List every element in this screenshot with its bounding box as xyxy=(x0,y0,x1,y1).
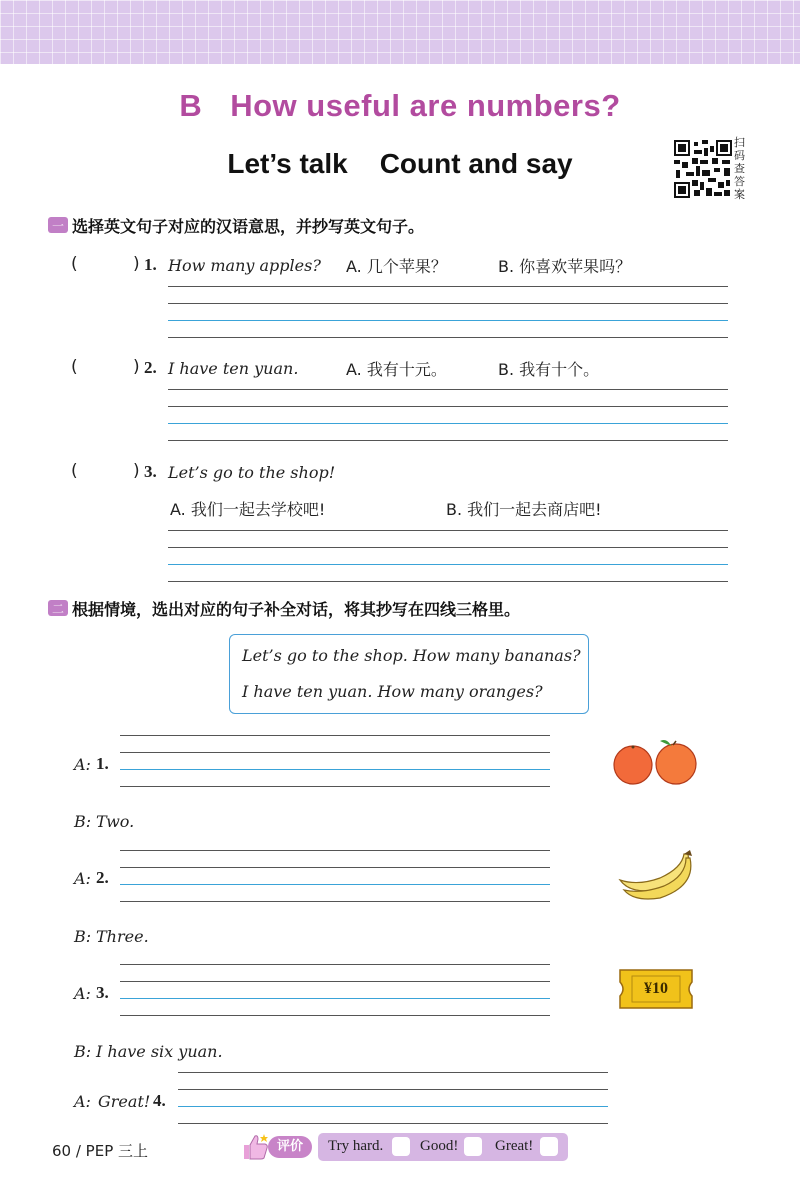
writing-lines-q2[interactable] xyxy=(168,389,728,441)
evaluation-label: 评价 xyxy=(268,1136,312,1158)
writing-lines-dialog-1[interactable] xyxy=(120,735,550,787)
dialog-great: Great! xyxy=(98,1092,151,1111)
page-number: 60 / PEP 三上 xyxy=(52,1142,149,1160)
title-text: How useful are numbers? xyxy=(230,88,621,123)
evaluation-tag xyxy=(240,1133,314,1161)
thumbs-up-icon xyxy=(240,1133,270,1161)
rating-great-checkbox[interactable] xyxy=(540,1137,558,1156)
q2-option-b[interactable]: B. 我有十个。 xyxy=(498,360,600,379)
oranges-image xyxy=(610,738,698,786)
writing-lines-q3[interactable] xyxy=(168,530,728,582)
q3-option-b[interactable]: B. 我们一起去商店吧! xyxy=(446,500,602,519)
dialog-number-1: 1. xyxy=(96,754,109,773)
q1-option-a[interactable]: A. 几个苹果？ xyxy=(346,257,447,276)
q3-sentence: Let’s go to the shop! xyxy=(168,463,336,482)
qr-label-char: 案 xyxy=(734,188,745,201)
qr-label-char: 码 xyxy=(734,149,745,162)
rating-try-hard-checkbox[interactable] xyxy=(392,1137,410,1156)
money-note-image xyxy=(618,968,694,1010)
answer-paren-open: ( xyxy=(71,461,78,481)
bananas-image xyxy=(616,850,698,902)
q1-number: 1. xyxy=(144,255,157,274)
dialog-answer-two: Two. xyxy=(96,812,135,831)
sentence-choice-box xyxy=(229,634,589,714)
dialog-speaker-a: A: xyxy=(74,984,91,1003)
q3-option-a[interactable]: A. 我们一起去学校吧! xyxy=(170,500,326,519)
dialog-number-2: 2. xyxy=(96,868,109,887)
dialog-answer-three: Three. xyxy=(96,927,149,946)
dialog-number-3: 3. xyxy=(96,983,109,1002)
section1-badge: 一 xyxy=(48,217,68,233)
q3-number: 3. xyxy=(144,462,157,481)
self-rating-bar xyxy=(318,1133,568,1161)
dialog-answer-six-yuan: I have six yuan. xyxy=(96,1042,223,1061)
writing-lines-dialog-2[interactable] xyxy=(120,850,550,902)
answer-blank-1[interactable]: ) xyxy=(133,254,140,274)
rating-try-hard-label: Try hard. xyxy=(328,1138,384,1154)
answer-blank-3[interactable]: ) xyxy=(133,461,140,481)
q2-option-a[interactable]: A. 我有十元。 xyxy=(346,360,447,379)
answer-paren-open: ( xyxy=(71,357,78,377)
dialog-speaker-a: A: xyxy=(74,869,91,888)
rating-good-checkbox[interactable] xyxy=(464,1137,482,1156)
q2-sentence: I have ten yuan. xyxy=(168,359,299,378)
q1-sentence: How many apples? xyxy=(168,256,321,275)
page-title xyxy=(0,88,800,124)
qr-label-char: 扫 xyxy=(734,136,745,149)
subtitle-lets-talk: Let’s talk xyxy=(227,148,348,179)
dialog-speaker-b: B: xyxy=(74,1042,92,1061)
rating-great-label: Great! xyxy=(495,1138,534,1154)
section1-instruction: 选择英文句子对应的汉语意思，并抄写英文句子。 xyxy=(72,217,425,236)
qr-label-char: 答 xyxy=(734,175,745,188)
rating-good-label: Good! xyxy=(420,1138,459,1154)
dialog-speaker-b: B: xyxy=(74,927,92,946)
subtitle-count-say: Count and say xyxy=(379,148,573,179)
dialog-number-4: 4. xyxy=(153,1091,166,1110)
dialog-speaker-a: A: xyxy=(74,755,91,774)
dialog-speaker-a: A: xyxy=(74,1092,91,1111)
q1-option-b[interactable]: B. 你喜欢苹果吗？ xyxy=(498,257,632,276)
answer-paren-open: ( xyxy=(71,254,78,274)
box-line-1: Let’s go to the shop. How many bananas? xyxy=(242,646,581,665)
section2-instruction: 根据情境，选出对应的句子补全对话，将其抄写在四线三格里。 xyxy=(72,600,521,619)
qr-code-icon[interactable] xyxy=(674,140,732,198)
writing-lines-dialog-3[interactable] xyxy=(120,964,550,1016)
money-note-label: ¥10 xyxy=(644,980,668,997)
box-line-2: I have ten yuan. How many oranges? xyxy=(242,682,543,701)
qr-label-char: 查 xyxy=(734,162,745,175)
q2-number: 2. xyxy=(144,358,157,377)
answer-blank-2[interactable]: ) xyxy=(133,357,140,377)
writing-lines-q1[interactable] xyxy=(168,286,728,338)
writing-lines-dialog-4[interactable] xyxy=(178,1072,608,1124)
qr-label xyxy=(734,136,748,201)
section2-badge: 二 xyxy=(48,600,68,616)
title-letter: B xyxy=(179,88,203,123)
dialog-speaker-b: B: xyxy=(74,812,92,831)
header-grid-band xyxy=(0,0,800,64)
